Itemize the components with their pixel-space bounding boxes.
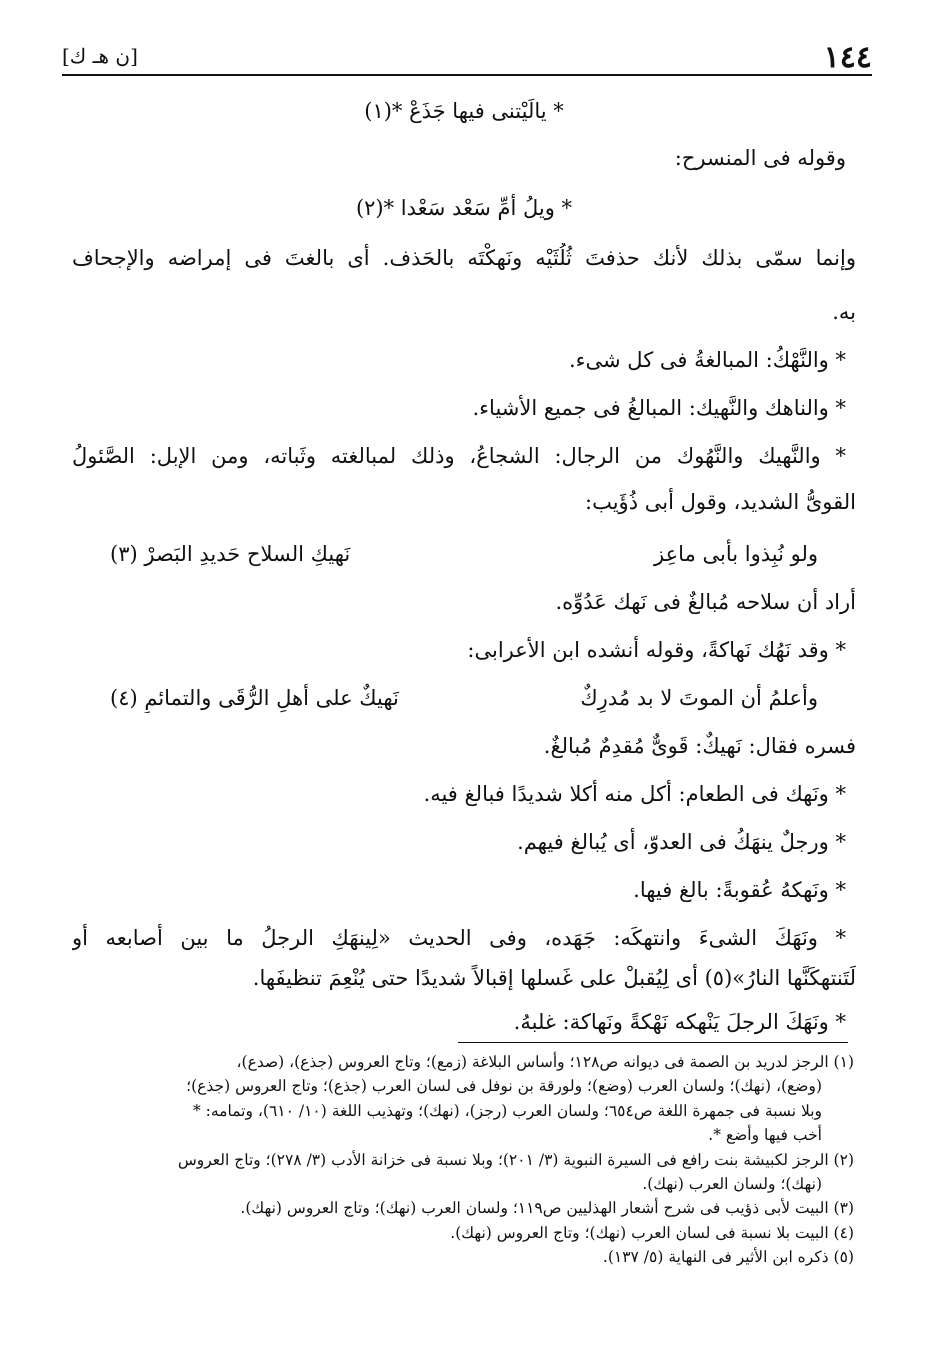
- footnote-5: (٥) ذكره ابن الأثير فى النهاية (٥/ ١٣٧).: [602, 1248, 854, 1267]
- footnote-1-cont: أخب فيها وأضع *.: [708, 1126, 822, 1145]
- entry-line: * والناهك والنَّهيك: المبالغُ فى جميع الأشياء.: [472, 396, 846, 420]
- paragraph-line: وإنما سمّى بذلك لأنك حذفتَ ثُلُثَيْه ونَهكْتَه بالحَذف. أى بالغتَ فى إمراضه والإجحاف: [72, 246, 856, 270]
- entry-line: * ونَهَكَ الشىءَ وانتهكَه: جَهَده، وفى الحديث «لِينهَكِ الرجلُ ما بين أصابعه أو: [72, 926, 846, 950]
- verse-fragment-1: * يالَيْتنى فيها جَذَعْ *(١): [364, 99, 564, 123]
- verse-hemistich: ولو نُبِذوا بأبى ماعِز: [654, 542, 818, 566]
- paragraph-line: أراد أن سلاحه مُبالغٌ فى نَهك عَدُوِّه.: [555, 590, 856, 614]
- entry-line: * ونَهَكَ الرجلَ يَنْهكه نَهْكةً ونَهاكة: غلبهُ.: [513, 1010, 846, 1034]
- footnote-rule: [458, 1042, 848, 1043]
- verse-fragment-2: * ويلُ أمِّ سَعْد سَعْدا *(٢): [355, 196, 573, 220]
- poem-verse-2: [72, 683, 856, 713]
- footnote-1: (١) الرجز لدريد بن الصمة فى ديوانه ص١٢٨؛ وأساس البلاغة (زمع)؛ وتاج العروس (جذع)، (صدع)،: [236, 1053, 854, 1071]
- paragraph-line: وقوله فى المنسرح:: [674, 146, 846, 170]
- paragraph-line: فسره فقال: نَهيكٌ: قَوىٌّ مُقدِمٌ مُبالغٌ.: [543, 734, 856, 758]
- paragraph-line: به.: [832, 300, 856, 324]
- footnote-1-cont: (وضع)، (نهك)؛ ولسان العرب (وضع)؛ ولورقة بن نوفل فى لسان العرب (جذع)؛ وتاج العروس (جذع)؛: [186, 1077, 822, 1096]
- poem-verse-1: [72, 539, 856, 569]
- footnote-4: (٤) البيت بلا نسبة فى لسان العرب (نهك)؛ وتاج العروس (نهك).: [450, 1223, 854, 1242]
- verse-hemistich: وأعلمُ أن الموتَ لا بد مُدرِكٌ: [580, 686, 818, 710]
- page-number: ١٤٤: [823, 40, 872, 75]
- verse-hemistich: نَهيكِ السلاح حَديدِ البَصرْ (٣): [110, 542, 351, 566]
- footnotes: [78, 1050, 854, 1270]
- footnote-1-cont: وبلا نسبة فى جمهرة اللغة ص٦٥٤؛ ولسان العرب (رجز)، (نهك)؛ وتهذيب اللغة (١٠/ ٦١٠)، وتمامه: *: [192, 1101, 822, 1120]
- footnote-2: (٢) الرجز لكبيشة بنت رافع فى السيرة النبوية (٣/ ٢٠١)؛ وبلا نسبة فى خزانة الأدب (٣/ ٢٧٨)؛ وتاج العروس: [177, 1150, 854, 1169]
- footnote-3: (٣) البيت لأبى ذؤيب فى شرح أشعار الهذليين ص١١٩؛ ولسان العرب (نهك)؛ وتاج العروس (نهك).: [240, 1199, 854, 1218]
- entry-line: * والنَّهيك والنَّهُوك من الرجال: الشجاعُ، وذلك لمبالغته وثَباته، ومن الإبل: الصَّئولُ: [72, 444, 846, 468]
- main-text: [72, 88, 856, 1037]
- running-head: [ن هـ ك]: [62, 44, 138, 68]
- paragraph-line: القوىُّ الشديد، وقول أبى ذُؤَيب:: [585, 490, 856, 514]
- verse-hemistich: نَهيكٌ على أهلِ الرُّقَى والتمائمِ (٤): [110, 686, 399, 710]
- entry-line: * ونَهكهُ عُقوبةً: بالغ فيها.: [633, 878, 846, 902]
- footnote-2-cont: (نهك)؛ ولسان العرب (نهك).: [642, 1175, 822, 1194]
- entry-line: * والنَّهْكُ: المبالغةُ فى كل شىء.: [568, 348, 846, 372]
- entry-line: * ونَهك فى الطعام: أكل منه أكلا شديدًا فبالغ فيه.: [423, 782, 846, 806]
- page-header: [62, 40, 872, 76]
- entry-line: * ورجلٌ ينهَكُ فى العدوّ، أى يُبالغ فيهم.: [517, 830, 846, 854]
- paragraph-line: لَتَنتهكَنَّها النارُ»(٥) أى لِيُقبلْ على غَسلها إقبالاً شديدًا حتى يُنْعِمَ تنظيفَها.: [252, 966, 856, 990]
- header-rule: [62, 74, 872, 76]
- entry-line: * وقد نَهُك نَهاكةً، وقوله أنشده ابن الأعرابى:: [467, 638, 846, 662]
